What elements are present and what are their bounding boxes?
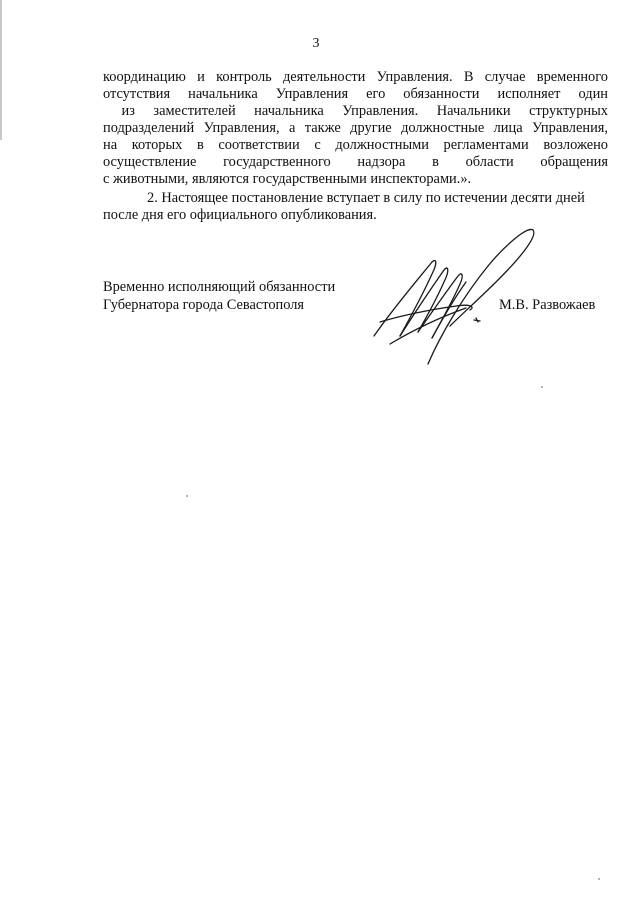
- paragraph-line: отсутствия начальника Управления его обязанности исполняет один: [103, 86, 608, 102]
- paragraph-line: подразделений Управления, а также другие должностные лица Управления,: [103, 120, 608, 136]
- paragraph-line: 2. Настоящее постановление вступает в силу по истечении десяти дней: [147, 190, 585, 206]
- signatory-title-line: Временно исполняющий обязанности: [103, 279, 336, 295]
- paragraph-continuation: [103, 69, 608, 188]
- handwritten-signature: [370, 218, 545, 368]
- paragraph-line: из заместителей начальника Управления. Начальники структурных: [103, 103, 608, 119]
- page-number: 3: [312, 36, 320, 51]
- paragraph-line: после дня его официального опубликования.: [103, 207, 377, 223]
- paragraph-line: с животными, являются государственными инспекторами.».: [103, 171, 472, 187]
- signatory-title-line: Губернатора города Севастополя: [103, 297, 305, 313]
- signatory-title: [103, 278, 335, 314]
- signer-name: М.В. Развожаев: [499, 297, 596, 313]
- scan-speck: [598, 878, 600, 880]
- paragraph-line: координацию и контроль деятельности Управления. В случае временного: [103, 69, 608, 85]
- scan-speck: [541, 386, 543, 388]
- scan-edge-shadow: [0, 0, 2, 140]
- scan-speck: [186, 495, 188, 497]
- paragraph-line: осуществление государственного надзора в области обращения: [103, 154, 608, 170]
- paragraph-line: на которых в соответствии с должностными регламентами возложено: [103, 137, 608, 153]
